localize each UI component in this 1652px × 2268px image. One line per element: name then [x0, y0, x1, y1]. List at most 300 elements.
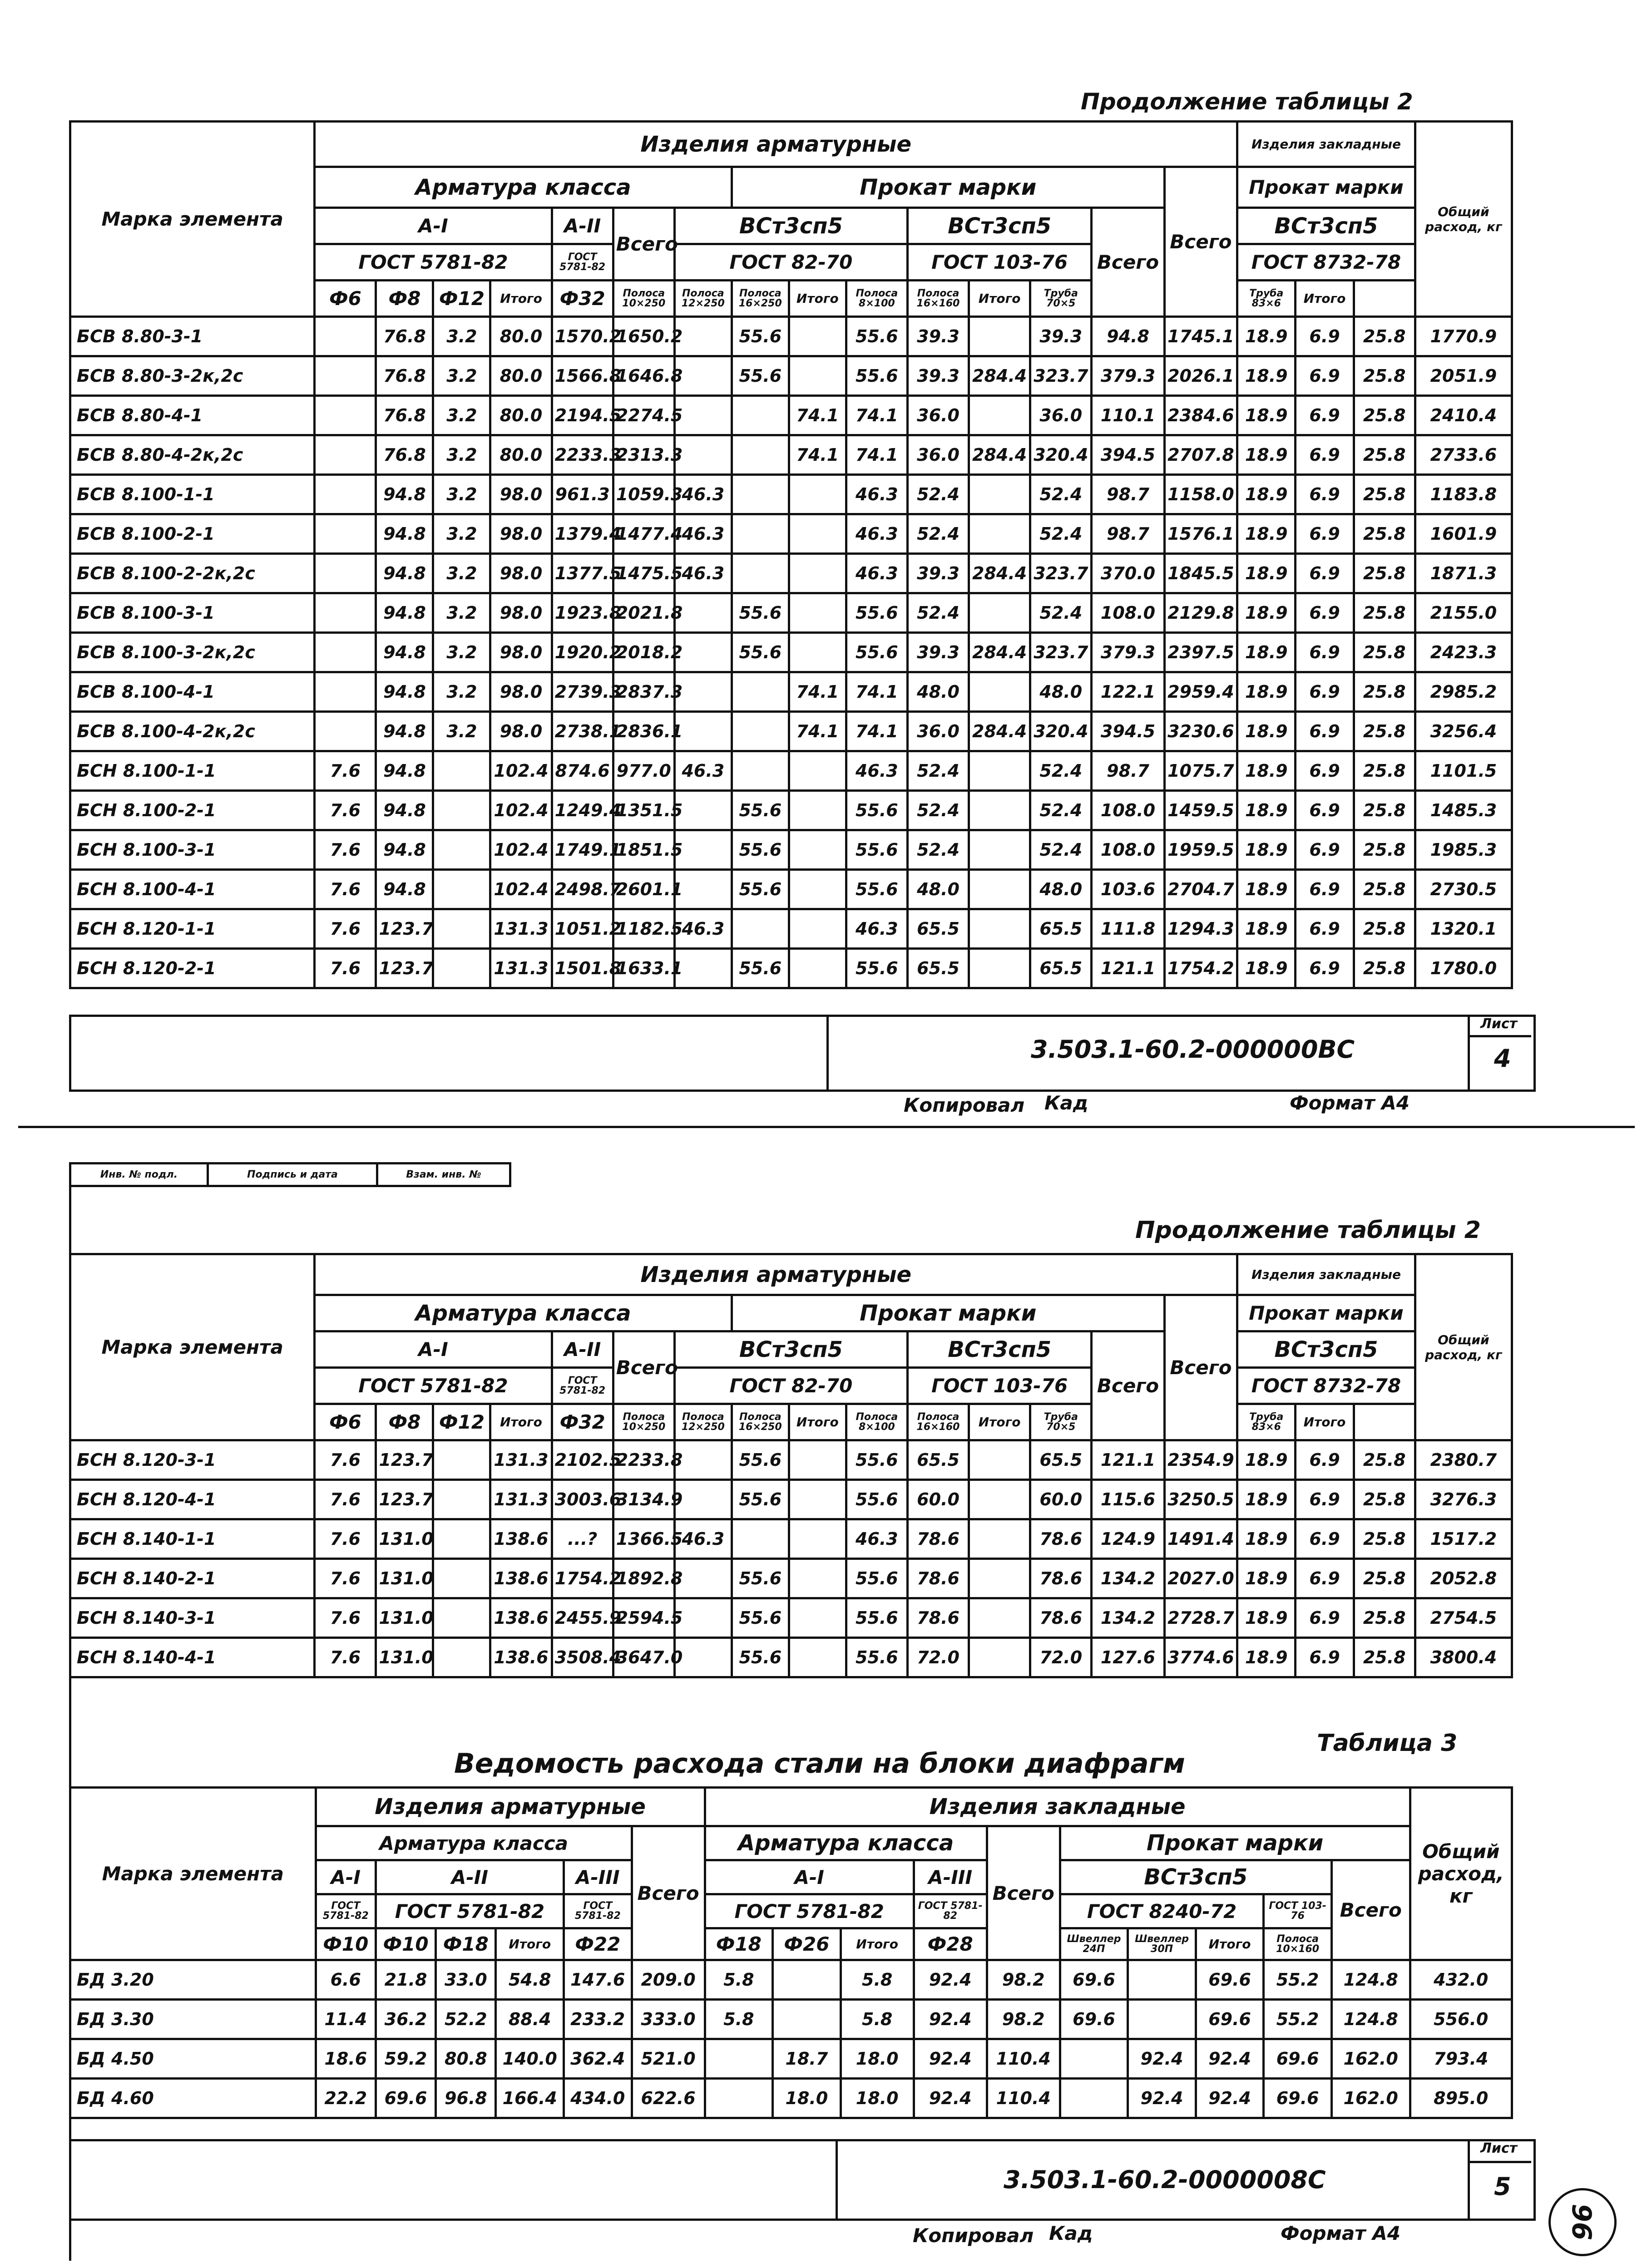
table-cell: 55.6 — [846, 1598, 907, 1638]
table-cell: 94.8 — [376, 475, 433, 514]
table-cell: 7.6 — [315, 1638, 376, 1677]
table-cell: 1851.5 — [613, 830, 674, 870]
table-cell — [732, 396, 789, 435]
table-cell: 39.3 — [907, 554, 969, 593]
table-cell: 284.4 — [969, 435, 1030, 475]
table-cell: 323.7 — [1030, 554, 1092, 593]
table-cell: 55.6 — [846, 830, 907, 870]
table-cell: 1650.2 — [613, 317, 674, 356]
table-cell: 25.8 — [1354, 830, 1415, 870]
table-cell: 2354.9 — [1164, 1440, 1237, 1480]
header-vst3cn5-b: ВСт3сп5 — [907, 208, 1091, 244]
table-row — [70, 1960, 1512, 2000]
table-cell: 74.1 — [846, 396, 907, 435]
table-cell: 131.0 — [376, 1598, 433, 1638]
table-cell — [969, 514, 1030, 554]
table-cell: 147.6 — [564, 1960, 632, 2000]
table-cell — [674, 1598, 732, 1638]
header-izd-zakl: Изделия закладные — [1237, 122, 1415, 167]
table-cell — [433, 791, 490, 830]
table-cell: 323.7 — [1030, 633, 1092, 672]
table-cell: 25.8 — [1354, 949, 1415, 988]
table-cell: 98.0 — [490, 633, 552, 672]
table-cell — [789, 475, 846, 514]
kopiroval-sign-1: Кад — [1044, 1092, 1088, 1114]
table-cell: 2155.0 — [1415, 593, 1512, 633]
t3-header-vsego-1: Всего — [632, 1826, 705, 1960]
t3-header-a2: А-II — [376, 1860, 564, 1894]
table-cell: 6.9 — [1296, 870, 1354, 909]
table-cell: 69.6 — [376, 2079, 435, 2118]
header-itogo: Итого — [490, 281, 552, 317]
table-cell: 1351.5 — [613, 791, 674, 830]
header-vst3cn5-a: ВСт3сп5 — [674, 208, 907, 244]
table-cell: 52.4 — [907, 791, 969, 830]
table-cell — [315, 396, 376, 435]
table-cell: 2730.5 — [1415, 870, 1512, 909]
table-cell: 65.5 — [1030, 909, 1092, 949]
table-cell: 55.6 — [732, 870, 789, 909]
stamp-strip — [69, 1162, 511, 1187]
table-cell: 98.2 — [987, 1960, 1060, 2000]
table-cell: 25.8 — [1354, 435, 1415, 475]
header-pol8: Полоса 8×100 — [846, 281, 907, 317]
table-cell — [969, 1440, 1030, 1480]
table-cell: 92.4 — [914, 1960, 987, 2000]
table-cell: 961.3 — [552, 475, 613, 514]
table-cell: 25.8 — [1354, 593, 1415, 633]
table-cell: 55.6 — [732, 1440, 789, 1480]
table-row — [70, 830, 1512, 870]
table-cell: 7.6 — [315, 1519, 376, 1559]
kopiroval-2: Копировал — [913, 2224, 1034, 2247]
table-cell — [433, 909, 490, 949]
table-cell: 121.1 — [1092, 949, 1164, 988]
table-cell: 52.4 — [907, 593, 969, 633]
row-mark: БСН 8.140-4-1 — [70, 1638, 315, 1677]
table-cell: 52.4 — [1030, 475, 1092, 514]
table-row — [70, 712, 1512, 751]
table-cell: 123.7 — [376, 1480, 433, 1519]
table-cell: 39.3 — [907, 633, 969, 672]
table-cell: 46.3 — [846, 554, 907, 593]
header-pol8-2: Полоса 8×100 — [846, 1404, 907, 1440]
table-cell: 3134.9 — [613, 1480, 674, 1519]
table-cell: 140.0 — [496, 2039, 564, 2079]
table-cell — [674, 1559, 732, 1598]
table-cell: 7.6 — [315, 751, 376, 791]
table-cell: 3003.6 — [552, 1480, 613, 1519]
table-cell — [315, 593, 376, 633]
header-gost5781-small: ГОСТ 5781-82 — [552, 244, 613, 281]
table-cell: 5.8 — [841, 2000, 914, 2039]
table-cell: 2704.7 — [1164, 870, 1237, 909]
table-cell: 6.9 — [1296, 475, 1354, 514]
table-cell: 977.0 — [613, 751, 674, 791]
table-cell: 1780.0 — [1415, 949, 1512, 988]
t3-header-gost-b: ГОСТ 5781-82 — [376, 1894, 564, 1928]
table-cell: 2410.4 — [1415, 396, 1512, 435]
table-cell: 94.8 — [376, 514, 433, 554]
table-cell: 25.8 — [1354, 751, 1415, 791]
header-d32-2: Ф32 — [552, 1404, 613, 1440]
table-cell: 6.9 — [1296, 712, 1354, 751]
table-cell: 78.6 — [907, 1598, 969, 1638]
row-mark: БСН 8.120-1-1 — [70, 909, 315, 949]
table-cell: 103.6 — [1092, 870, 1164, 909]
t3-header-vsego-2: Всего — [987, 1826, 1060, 1960]
t3-header-itogo: Итого — [496, 1928, 564, 1960]
table-cell: 39.3 — [907, 356, 969, 396]
table3-title: Ведомость расхода стали на блоки диафрагм — [454, 1748, 1185, 1780]
table-cell: 18.9 — [1237, 317, 1296, 356]
table-cell: 7.6 — [315, 909, 376, 949]
header-d32: Ф32 — [552, 281, 613, 317]
t3-header-shv24: Швеллер 24П — [1060, 1928, 1128, 1960]
list-number-1: 4 — [1494, 1044, 1511, 1073]
table-cell: 18.9 — [1237, 949, 1296, 988]
table-cell: 162.0 — [1331, 2079, 1410, 2118]
page-number-badge — [1548, 2188, 1617, 2256]
header-gost5781: ГОСТ 5781-82 — [315, 244, 552, 281]
header-d8: Ф8 — [376, 281, 433, 317]
table-cell: 55.6 — [846, 870, 907, 909]
table-cell: 1570.2 — [552, 317, 613, 356]
table-cell: 36.2 — [376, 2000, 435, 2039]
table-cell: 94.8 — [376, 791, 433, 830]
table-cell: 323.7 — [1030, 356, 1092, 396]
table-cell: 80.0 — [490, 317, 552, 356]
table-cell: 55.6 — [732, 633, 789, 672]
table-cell: 94.8 — [376, 751, 433, 791]
table-cell — [674, 830, 732, 870]
table-cell — [789, 633, 846, 672]
table-cell: 72.0 — [1030, 1638, 1092, 1677]
table-cell: 74.1 — [789, 712, 846, 751]
table-cell: 284.4 — [969, 712, 1030, 751]
row-mark: БСВ 8.100-1-1 — [70, 475, 315, 514]
table-cell: 6.9 — [1296, 1519, 1354, 1559]
table-cell — [315, 712, 376, 751]
table-row — [70, 2079, 1512, 2118]
table-cell: 1101.5 — [1415, 751, 1512, 791]
table-cell: 55.6 — [732, 1480, 789, 1519]
table-cell: 74.1 — [846, 435, 907, 475]
header-gost5781-small-2: ГОСТ 5781-82 — [552, 1368, 613, 1404]
table-cell: 18.9 — [1237, 1440, 1296, 1480]
table-cell: 1183.8 — [1415, 475, 1512, 514]
table-cell: 110.4 — [987, 2079, 1060, 2118]
header-gost82-2: ГОСТ 82-70 — [674, 1368, 907, 1404]
table-cell — [969, 751, 1030, 791]
table-cell: 52.4 — [907, 830, 969, 870]
table-cell: 2021.8 — [613, 593, 674, 633]
table-cell: 1646.8 — [613, 356, 674, 396]
row-mark: БСН 8.100-2-1 — [70, 791, 315, 830]
table-cell: 46.3 — [674, 751, 732, 791]
table-cell — [773, 1960, 841, 2000]
table-cell: 6.9 — [1296, 1559, 1354, 1598]
table-cell: 46.3 — [846, 514, 907, 554]
table-cell: 55.6 — [732, 317, 789, 356]
table-cell: 2707.8 — [1164, 435, 1237, 475]
sheet-separator — [18, 1126, 1635, 1128]
table-cell: 3.2 — [433, 435, 490, 475]
table-cell: 92.4 — [914, 2039, 987, 2079]
table-cell: 48.0 — [907, 672, 969, 712]
table-cell: 1923.8 — [552, 593, 613, 633]
table-cell: 88.4 — [496, 2000, 564, 2039]
table-cell — [433, 1440, 490, 1480]
table-cell — [732, 909, 789, 949]
header-itogo-3: Итого — [969, 281, 1030, 317]
table-cell: 52.4 — [907, 475, 969, 514]
table-cell: 7.6 — [315, 830, 376, 870]
table-cell: 6.9 — [1296, 396, 1354, 435]
table-cell — [732, 672, 789, 712]
t3-header-shv30: Швеллер 30П — [1128, 1928, 1196, 1960]
table-cell: 52.4 — [907, 514, 969, 554]
table-cell — [969, 870, 1030, 909]
table-cell — [674, 593, 732, 633]
header-a2-2: А-II — [552, 1331, 613, 1368]
table-cell: 1366.5 — [613, 1519, 674, 1559]
header-gost82: ГОСТ 82-70 — [674, 244, 907, 281]
table-row — [70, 909, 1512, 949]
table-cell: 65.5 — [907, 909, 969, 949]
table-cell — [732, 1519, 789, 1559]
table-row — [70, 593, 1512, 633]
table-cell — [789, 909, 846, 949]
t3-header-d18b: Ф18 — [705, 1928, 773, 1960]
table-cell: 22.2 — [316, 2079, 376, 2118]
t3-header-gost103: ГОСТ 103-76 — [1264, 1894, 1332, 1928]
table-cell: 98.0 — [490, 712, 552, 751]
document-code-2: 3.503.1-60.2-0000008С — [1004, 2165, 1326, 2194]
header-truba83-2: Труба 83×6 — [1237, 1404, 1296, 1440]
table-cell: 98.7 — [1092, 751, 1164, 791]
list-number-2: 5 — [1494, 2172, 1511, 2201]
table-cell: 362.4 — [564, 2039, 632, 2079]
t3-header-obshchiy: Общий расход, кг — [1410, 1788, 1512, 1960]
header-itogo-2b: Итого — [789, 1404, 846, 1440]
table-cell: 874.6 — [552, 751, 613, 791]
row-mark: БСН 8.120-4-1 — [70, 1480, 315, 1519]
table-cell — [789, 514, 846, 554]
continuation-title-1: Продолжение таблицы 2 — [1081, 89, 1413, 115]
table-cell — [969, 475, 1030, 514]
table-cell — [969, 672, 1030, 712]
table-cell — [433, 1519, 490, 1559]
table-cell: 102.4 — [490, 830, 552, 870]
table-cell: 25.8 — [1354, 396, 1415, 435]
list-label-1: Лист — [1480, 1016, 1518, 1032]
table-cell: 18.9 — [1237, 1519, 1296, 1559]
table-cell: 60.0 — [1030, 1480, 1092, 1519]
table-cell: 6.9 — [1296, 317, 1354, 356]
table-cell: 233.2 — [564, 2000, 632, 2039]
table-cell: 55.6 — [846, 593, 907, 633]
row-mark: БСН 8.140-3-1 — [70, 1598, 315, 1638]
table-cell — [433, 870, 490, 909]
table-cell: 2233.3 — [552, 435, 613, 475]
table-cell: 1770.9 — [1415, 317, 1512, 356]
table-cell: 1749.1 — [552, 830, 613, 870]
stamp-inv: Инв. № подл. — [70, 1164, 208, 1186]
header-vst3cn5-a2: ВСт3сп5 — [674, 1331, 907, 1368]
header-izd-zakl-2: Изделия закладные — [1237, 1254, 1415, 1295]
table-cell: 18.9 — [1237, 672, 1296, 712]
table-cell: 55.6 — [846, 949, 907, 988]
table-cell: 162.0 — [1331, 2039, 1410, 2079]
table-cell — [789, 1559, 846, 1598]
header-itogo-2: Итого — [789, 281, 846, 317]
table-cell: 521.0 — [632, 2039, 705, 2079]
table-cell — [732, 751, 789, 791]
table-cell: 320.4 — [1030, 435, 1092, 475]
table-cell — [773, 2000, 841, 2039]
table-cell: 39.3 — [1030, 317, 1092, 356]
continuation-title-2: Продолжение таблицы 2 — [1135, 1217, 1481, 1244]
table-cell — [674, 396, 732, 435]
table-cell: 2129.8 — [1164, 593, 1237, 633]
table-cell: 94.8 — [376, 830, 433, 870]
table-cell: 134.2 — [1092, 1559, 1164, 1598]
table-cell: 98.0 — [490, 593, 552, 633]
table-cell: 124.8 — [1331, 2000, 1410, 2039]
table-cell: 138.6 — [490, 1559, 552, 1598]
table-cell: 25.8 — [1354, 633, 1415, 672]
table-cell: 25.8 — [1354, 1519, 1415, 1559]
header-vst3cn5-b2: ВСт3сп5 — [907, 1331, 1091, 1368]
table-cell — [705, 2039, 773, 2079]
table-cell: 54.8 — [496, 1960, 564, 2000]
header-prokat-zakl-2: Прокат марки — [1237, 1295, 1415, 1331]
table-cell: 94.8 — [376, 593, 433, 633]
table-cell — [969, 1559, 1030, 1598]
header-pol16-2: Полоса 16×250 — [732, 1404, 789, 1440]
header-vsego-2: Всего — [1164, 167, 1237, 317]
header-d6-2: Ф6 — [315, 1404, 376, 1440]
row-mark: БД 4.60 — [70, 2079, 316, 2118]
table-cell: 46.3 — [846, 751, 907, 791]
table-cell: 1377.5 — [552, 554, 613, 593]
format-1: Формат А4 — [1290, 1092, 1410, 1114]
header-pol16: Полоса 16×250 — [732, 281, 789, 317]
table-cell: 3.2 — [433, 356, 490, 396]
table-cell: 25.8 — [1354, 475, 1415, 514]
table-cell: 131.3 — [490, 1440, 552, 1480]
table-cell: 55.2 — [1264, 2000, 1332, 2039]
table-cell: 48.0 — [1030, 672, 1092, 712]
table-cell: 102.4 — [490, 791, 552, 830]
table-cell: 2102.5 — [552, 1440, 613, 1480]
header-vst3cn5-c2: ВСт3сп5 — [1237, 1331, 1415, 1368]
table-cell: 18.9 — [1237, 830, 1296, 870]
table-cell: 25.8 — [1354, 1480, 1415, 1519]
header-vsego-3: Всего — [1092, 208, 1164, 317]
table-cell — [789, 1598, 846, 1638]
header-a2: А-II — [552, 208, 613, 244]
table-cell — [433, 1598, 490, 1638]
table-row — [70, 514, 1512, 554]
table-cell: 69.6 — [1196, 1960, 1264, 2000]
header-itogo-4: Итого — [1296, 281, 1354, 317]
table-cell: 25.8 — [1354, 712, 1415, 751]
table-cell: 18.0 — [841, 2079, 914, 2118]
table-cell: ...? — [552, 1519, 613, 1559]
table-cell: 1485.3 — [1415, 791, 1512, 830]
table-cell: 1320.1 — [1415, 909, 1512, 949]
table-cell — [674, 1638, 732, 1677]
table-cell: 55.6 — [732, 593, 789, 633]
header-pol12: Полоса 12×250 — [674, 281, 732, 317]
table-cell: 2738.1 — [552, 712, 613, 751]
table-cell: 320.4 — [1030, 712, 1092, 751]
header-d8-2: Ф8 — [376, 1404, 433, 1440]
header-vsego-1: Всего — [613, 208, 674, 281]
table-cell: 18.9 — [1237, 396, 1296, 435]
table-cell: 98.0 — [490, 554, 552, 593]
table-cell: 3.2 — [433, 514, 490, 554]
table-cell: 60.0 — [907, 1480, 969, 1519]
table-cell: 18.9 — [1237, 909, 1296, 949]
table-cell: 6.9 — [1296, 672, 1354, 712]
table-cell: 6.9 — [1296, 1480, 1354, 1519]
table-cell: 556.0 — [1410, 2000, 1512, 2039]
table-cell: 18.9 — [1237, 870, 1296, 909]
t3-header-d22: Ф22 — [564, 1928, 632, 1960]
table-cell: 18.0 — [841, 2039, 914, 2079]
row-mark: БД 4.50 — [70, 2039, 316, 2079]
table-cell: 1871.3 — [1415, 554, 1512, 593]
table-cell: 94.8 — [1092, 317, 1164, 356]
table-cell: 124.8 — [1331, 1960, 1410, 2000]
table-cell — [674, 791, 732, 830]
table-cell: 2384.6 — [1164, 396, 1237, 435]
table-cell: 98.0 — [490, 475, 552, 514]
table-cell — [674, 1480, 732, 1519]
table-cell — [789, 317, 846, 356]
header-mark-2: Марка элемента — [70, 1254, 315, 1440]
table-cell: 74.1 — [846, 712, 907, 751]
row-mark: БСВ 8.80-4-2к,2с — [70, 435, 315, 475]
list-label-2: Лист — [1480, 2140, 1518, 2156]
header-gost8732-2: ГОСТ 8732-78 — [1237, 1368, 1415, 1404]
table-cell: 6.9 — [1296, 435, 1354, 475]
header-izd-arm: Изделия арматурные — [315, 122, 1237, 167]
header-pol16b: Полоса 16×160 — [907, 281, 969, 317]
table-cell: 94.8 — [376, 870, 433, 909]
table-cell: 6.9 — [1296, 909, 1354, 949]
header-a1-2: А-I — [315, 1331, 552, 1368]
table-cell — [1060, 2079, 1128, 2118]
table-cell: 123.7 — [376, 1440, 433, 1480]
table-cell: 1075.7 — [1164, 751, 1237, 791]
table-cell: 18.9 — [1237, 712, 1296, 751]
row-mark: БСН 8.120-2-1 — [70, 949, 315, 988]
row-mark: БСН 8.120-3-1 — [70, 1440, 315, 1480]
table-cell: 48.0 — [1030, 870, 1092, 909]
table3-label: Таблица 3 — [1317, 1730, 1458, 1757]
header-gost103-2: ГОСТ 103-76 — [907, 1368, 1091, 1404]
table-cell — [674, 633, 732, 672]
table-row — [70, 1598, 1512, 1638]
table-cell — [732, 554, 789, 593]
table-cell: 131.0 — [376, 1638, 433, 1677]
table-cell — [969, 1598, 1030, 1638]
table-cell — [969, 791, 1030, 830]
